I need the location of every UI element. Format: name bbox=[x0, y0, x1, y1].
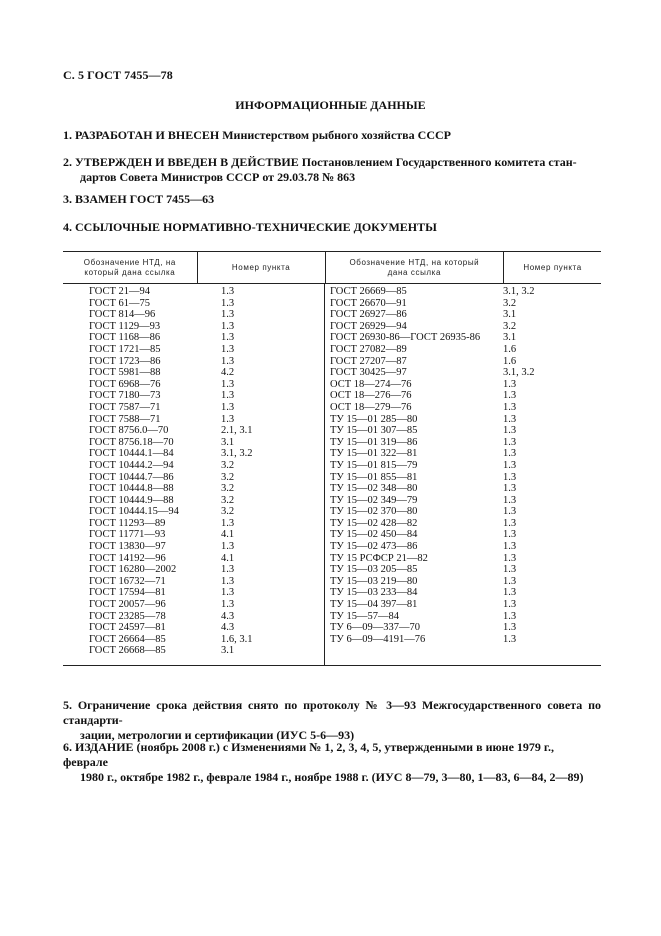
right-clause-cell: 1.3 bbox=[503, 622, 517, 634]
header-ntd-right-line-2: дана ссылка bbox=[387, 267, 442, 277]
left-clause-cell: 1.3 bbox=[221, 599, 235, 611]
left-clause-cell: 3.1 bbox=[221, 436, 235, 448]
left-clause-cell: 1.3 bbox=[221, 286, 235, 297]
left-ntd-cell: ГОСТ 814—96 bbox=[89, 309, 156, 321]
left-clause-cell: 3.2 bbox=[221, 459, 235, 471]
left-clause-cell: 2.1, 3.1 bbox=[221, 425, 253, 437]
header-ntd-left-line-1: Обозначение НТД, на bbox=[83, 257, 176, 267]
right-clause-cell: 1.3 bbox=[503, 541, 517, 553]
left-clause-cell: 1.3 bbox=[221, 575, 235, 587]
left-clause-cell: 4.1 bbox=[221, 552, 235, 564]
header-clause-left: Номер пункта bbox=[197, 252, 325, 283]
right-ntd-cell: ТУ 15—03 205—85 bbox=[330, 564, 418, 576]
right-ntd-cell: ТУ 15—57—84 bbox=[330, 610, 399, 622]
left-clause-cell: 1.3 bbox=[221, 320, 235, 332]
left-clause-cell: 1.3 bbox=[221, 343, 235, 355]
right-clause-cell: 3.1 bbox=[503, 332, 517, 344]
left-clause-cell: 3.2 bbox=[221, 471, 235, 483]
table-header-row bbox=[63, 252, 601, 284]
left-ntd-cell: ГОСТ 21—94 bbox=[89, 286, 151, 297]
right-clause-cell: 1.3 bbox=[503, 413, 517, 425]
section-5-validity bbox=[63, 698, 601, 743]
right-ntd-cell: ТУ 15—02 349—79 bbox=[330, 494, 418, 506]
reference-documents-table bbox=[63, 251, 601, 666]
right-ntd-cell: ТУ 15—03 233—84 bbox=[330, 587, 418, 599]
left-clause-cell: 4.1 bbox=[221, 529, 235, 541]
right-ntd-cell: ГОСТ 27082—89 bbox=[330, 343, 407, 355]
left-ntd-cell: ГОСТ 10444.2—94 bbox=[89, 459, 174, 471]
left-ntd-cell: ГОСТ 11293—89 bbox=[89, 517, 166, 529]
right-clause-cell: 3.1, 3.2 bbox=[503, 367, 535, 379]
section-2-line-2: дартов Совета Министров СССР от 29.03.78 № 863 bbox=[80, 170, 356, 184]
right-ntd-cell: ТУ 15—02 450—84 bbox=[330, 529, 418, 541]
right-ntd-cell: ТУ 15—01 815—79 bbox=[330, 459, 418, 471]
left-ntd-cell: ГОСТ 26664—85 bbox=[89, 633, 166, 645]
right-clause-cell: 1.3 bbox=[503, 517, 517, 529]
right-clause-cell: 1.3 bbox=[503, 633, 517, 645]
right-ntd-cell: ГОСТ 26927—86 bbox=[330, 309, 407, 321]
right-ntd-cell: ГОСТ 26930-86—ГОСТ 26935-86 bbox=[330, 332, 481, 344]
column-left-clause bbox=[197, 284, 324, 665]
right-clause-cell: 1.3 bbox=[503, 378, 517, 390]
right-clause-cell: 3.2 bbox=[503, 297, 517, 309]
right-ntd-cell: ТУ 15—01 319—86 bbox=[330, 436, 418, 448]
right-ntd-cell: ТУ 15—01 322—81 bbox=[330, 448, 418, 460]
right-ntd-cell: ТУ 15—03 219—80 bbox=[330, 575, 418, 587]
right-ntd-cell: ОСТ 18—274—76 bbox=[330, 378, 412, 390]
section-6-line-1: 6. ИЗДАНИЕ (ноябрь 2008 г.) с Изменениями № 1, 2, 3, 4, 5, утвержденными в июне 1979 г., феврале bbox=[63, 740, 554, 769]
left-ntd-cell: ГОСТ 7588—71 bbox=[89, 413, 161, 425]
left-clause-cell: 1.3 bbox=[221, 378, 235, 390]
header-ntd-right bbox=[325, 252, 504, 283]
header-ntd-left bbox=[63, 252, 197, 283]
left-ntd-cell: ГОСТ 10444.8—88 bbox=[89, 483, 174, 495]
right-clause-cell: 3.1 bbox=[503, 309, 517, 321]
left-ntd-cell: ГОСТ 11771—93 bbox=[89, 529, 166, 541]
left-ntd-cell: ГОСТ 5981—88 bbox=[89, 367, 161, 379]
right-clause-cell: 1.3 bbox=[503, 483, 517, 495]
left-ntd-cell: ГОСТ 13830—97 bbox=[89, 541, 166, 553]
left-ntd-cell: ГОСТ 23285—78 bbox=[89, 610, 166, 622]
left-clause-cell: 1.3 bbox=[221, 564, 235, 576]
header-clause-right: Номер пункта bbox=[503, 252, 601, 283]
left-ntd-cell: ГОСТ 6968—76 bbox=[89, 378, 161, 390]
left-clause-cell: 3.2 bbox=[221, 483, 235, 495]
section-1-developed: 1. РАЗРАБОТАН И ВНЕСЕН Министерством рыбного хозяйства СССР bbox=[63, 128, 451, 142]
section-4-references: 4. ССЫЛОЧНЫЕ НОРМАТИВНО-ТЕХНИЧЕСКИЕ ДОКУМЕНТЫ bbox=[63, 220, 437, 234]
right-ntd-cell: ТУ 15—01 307—85 bbox=[330, 425, 418, 437]
document-title: ИНФОРМАЦИОННЫЕ ДАННЫЕ bbox=[235, 98, 426, 112]
right-clause-cell: 1.6 bbox=[503, 343, 517, 355]
section-6-edition bbox=[63, 740, 601, 785]
right-clause-cell: 1.3 bbox=[503, 425, 517, 437]
left-ntd-cell: ГОСТ 8756.0—70 bbox=[89, 425, 169, 437]
left-ntd-cell: ГОСТ 14192—96 bbox=[89, 552, 166, 564]
left-clause-cell: 1.3 bbox=[221, 517, 235, 529]
left-clause-cell: 4.2 bbox=[221, 367, 235, 379]
left-ntd-cell: ГОСТ 16732—71 bbox=[89, 575, 166, 587]
right-clause-cell: 1.3 bbox=[503, 401, 517, 413]
right-ntd-cell: ГОСТ 26669—85 bbox=[330, 286, 407, 297]
header-ntd-right-line-1: Обозначение НТД, на который bbox=[349, 257, 480, 267]
section-5-line-1: 5. Ограничение срока действия снято по протоколу № 3—93 Межгосударственного совета по стандарти- bbox=[63, 698, 601, 727]
left-clause-cell: 1.3 bbox=[221, 390, 235, 402]
left-ntd-cell: ГОСТ 1723—86 bbox=[89, 355, 161, 367]
right-clause-cell: 3.2 bbox=[503, 320, 517, 332]
right-clause-cell: 1.3 bbox=[503, 436, 517, 448]
right-clause-cell: 1.3 bbox=[503, 564, 517, 576]
right-clause-cell: 1.3 bbox=[503, 587, 517, 599]
right-clause-cell: 1.3 bbox=[503, 575, 517, 587]
left-ntd-cell: ГОСТ 1168—86 bbox=[89, 332, 161, 344]
left-clause-cell: 1.3 bbox=[221, 401, 235, 413]
right-ntd-cell: ОСТ 18—279—76 bbox=[330, 401, 412, 413]
left-clause-cell: 1.3 bbox=[221, 332, 235, 344]
section-2-approved bbox=[63, 155, 601, 185]
left-ntd-cell: ГОСТ 7180—73 bbox=[89, 390, 161, 402]
right-clause-cell: 1.3 bbox=[503, 459, 517, 471]
left-ntd-cell: ГОСТ 7587—71 bbox=[89, 401, 161, 413]
left-ntd-cell: ГОСТ 10444.9—88 bbox=[89, 494, 174, 506]
right-clause-cell: 1.3 bbox=[503, 529, 517, 541]
right-clause-cell: 1.3 bbox=[503, 610, 517, 622]
right-clause-cell: 1.3 bbox=[503, 448, 517, 460]
right-ntd-cell: ТУ 6—09—337—70 bbox=[330, 622, 420, 634]
section-3-replaces: 3. ВЗАМЕН ГОСТ 7455—63 bbox=[63, 192, 215, 206]
left-ntd-cell: ГОСТ 10444.7—86 bbox=[89, 471, 174, 483]
header-ntd-left-line-2: который дана ссылка bbox=[84, 267, 176, 277]
right-ntd-cell: ТУ 15—02 473—86 bbox=[330, 541, 418, 553]
left-ntd-cell: ГОСТ 8756.18—70 bbox=[89, 436, 174, 448]
table-body bbox=[63, 284, 601, 665]
left-clause-cell: 1.3 bbox=[221, 297, 235, 309]
right-ntd-cell: ГОСТ 30425—97 bbox=[330, 367, 407, 379]
left-ntd-cell: ГОСТ 61—75 bbox=[89, 297, 151, 309]
left-ntd-cell: ГОСТ 10444.1—84 bbox=[89, 448, 174, 460]
column-right-clause bbox=[503, 284, 600, 665]
section-5-line-2: зации, метрологии и сертификации (ИУС 5-6—93) bbox=[80, 728, 355, 742]
right-ntd-cell: ГОСТ 26670—91 bbox=[330, 297, 407, 309]
left-ntd-cell: ГОСТ 24597—81 bbox=[89, 622, 166, 634]
right-ntd-cell: ТУ 15—02 428—82 bbox=[330, 517, 418, 529]
right-clause-cell: 1.3 bbox=[503, 471, 517, 483]
left-clause-cell: 1.3 bbox=[221, 587, 235, 599]
left-clause-cell: 3.2 bbox=[221, 494, 235, 506]
right-ntd-cell: ТУ 15 РСФСР 21—82 bbox=[330, 552, 428, 564]
right-clause-cell: 1.3 bbox=[503, 390, 517, 402]
right-clause-cell: 3.1, 3.2 bbox=[503, 286, 535, 297]
right-ntd-cell: ТУ 6—09—4191—76 bbox=[330, 633, 426, 645]
left-ntd-cell: ГОСТ 26668—85 bbox=[89, 645, 166, 657]
right-ntd-cell: ГОСТ 26929—94 bbox=[330, 320, 407, 332]
left-ntd-cell: ГОСТ 1721—85 bbox=[89, 343, 161, 355]
left-clause-cell: 1.3 bbox=[221, 309, 235, 321]
right-clause-cell: 1.3 bbox=[503, 599, 517, 611]
left-ntd-cell: ГОСТ 16280—2002 bbox=[89, 564, 177, 576]
right-clause-cell: 1.3 bbox=[503, 552, 517, 564]
column-right-ntd bbox=[324, 284, 503, 665]
right-ntd-cell: ТУ 15—01 855—81 bbox=[330, 471, 418, 483]
column-left-ntd bbox=[63, 284, 197, 665]
left-clause-cell: 1.3 bbox=[221, 355, 235, 367]
page-header: С. 5 ГОСТ 7455—78 bbox=[63, 68, 173, 82]
left-clause-cell: 3.2 bbox=[221, 506, 235, 518]
right-ntd-cell: ТУ 15—02 348—80 bbox=[330, 483, 418, 495]
left-clause-cell: 4.3 bbox=[221, 622, 235, 634]
section-2-line-1: 2. УТВЕРЖДЕН И ВВЕДЕН В ДЕЙСТВИЕ Постановлением Государственного комитета стан- bbox=[63, 155, 577, 169]
left-clause-cell: 4.3 bbox=[221, 610, 235, 622]
left-clause-cell: 3.1, 3.2 bbox=[221, 448, 253, 460]
left-clause-cell: 1.3 bbox=[221, 541, 235, 553]
right-ntd-cell: ТУ 15—04 397—81 bbox=[330, 599, 418, 611]
left-ntd-cell: ГОСТ 17594—81 bbox=[89, 587, 166, 599]
left-clause-cell: 1.6, 3.1 bbox=[221, 633, 253, 645]
left-ntd-cell: ГОСТ 10444.15—94 bbox=[89, 506, 179, 518]
right-clause-cell: 1.6 bbox=[503, 355, 517, 367]
section-6-line-2: 1980 г., октябре 1982 г., феврале 1984 г., ноябре 1988 г. (ИУС 8—79, 3—80, 1—83, 6—84, 2—89) bbox=[80, 770, 584, 784]
left-clause-cell: 3.1 bbox=[221, 645, 235, 657]
right-clause-cell: 1.3 bbox=[503, 506, 517, 518]
right-ntd-cell: ТУ 15—01 285—80 bbox=[330, 413, 418, 425]
right-ntd-cell: ТУ 15—02 370—80 bbox=[330, 506, 418, 518]
left-ntd-cell: ГОСТ 1129—93 bbox=[89, 320, 161, 332]
right-clause-cell: 1.3 bbox=[503, 494, 517, 506]
left-clause-cell: 1.3 bbox=[221, 413, 235, 425]
right-ntd-cell: ГОСТ 27207—87 bbox=[330, 355, 407, 367]
left-ntd-cell: ГОСТ 20057—96 bbox=[89, 599, 166, 611]
right-ntd-cell: ОСТ 18—276—76 bbox=[330, 390, 412, 402]
